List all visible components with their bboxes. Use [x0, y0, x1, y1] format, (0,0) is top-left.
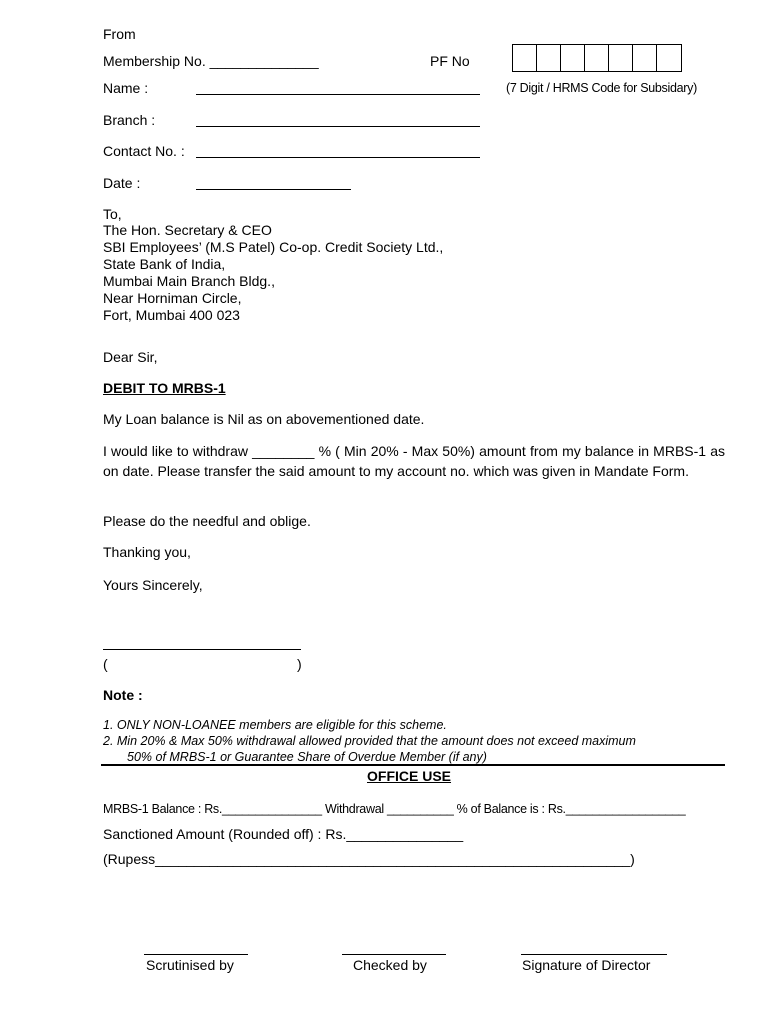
name-label: Name :: [103, 80, 149, 96]
note-item: 2. Min 20% & Max 50% withdrawal allowed provided that the amount does not exceed maximum: [103, 734, 636, 748]
note-title: Note :: [103, 687, 143, 703]
paragraph-oblige: Please do the needful and oblige.: [103, 513, 311, 529]
branch-label: Branch :: [103, 112, 156, 128]
pf-digit-box[interactable]: [657, 45, 681, 71]
name-field[interactable]: [196, 94, 480, 95]
branch-field[interactable]: [196, 126, 480, 127]
paragraph-loan-balance: My Loan balance is Nil as on abovementioned date.: [103, 411, 425, 427]
contact-label: Contact No. :: [103, 143, 185, 159]
director-signature-label: Signature of Director: [522, 957, 651, 973]
pf-digit-box[interactable]: [633, 45, 657, 71]
subject-heading: DEBIT TO MRBS-1: [103, 380, 226, 396]
pf-no-boxes[interactable]: [512, 44, 682, 72]
checked-signature-line[interactable]: [342, 954, 446, 955]
date-field[interactable]: [196, 189, 351, 190]
paragraph-withdraw-request: I would like to withdraw ________ % ( Min 20% - Max 50%) amount from my balance in MRBS-1 as on date. Please transfer the said amount to my account no. which was given in Mandate Form.: [103, 443, 725, 479]
checked-by-label: Checked by: [353, 957, 427, 973]
rupees-words-field[interactable]: (Rupess_____________________________________________________________): [103, 851, 635, 867]
address-line: State Bank of India,: [103, 256, 226, 272]
closing-text: Yours Sincerely,: [103, 577, 203, 593]
sanctioned-amount-field[interactable]: Sanctioned Amount (Rounded off) : Rs._______________: [103, 826, 464, 842]
note-item: 1. ONLY NON-LOANEE members are eligible for this scheme.: [103, 718, 447, 732]
mrbs-balance-line[interactable]: MRBS-1 Balance : Rs._______________ Withdrawal __________ % of Balance is : Rs.__________________: [103, 802, 686, 816]
pf-digit-box[interactable]: [585, 45, 609, 71]
address-line: Near Horniman Circle,: [103, 290, 242, 306]
scrutinised-by-label: Scrutinised by: [146, 957, 234, 973]
membership-no-field[interactable]: Membership No. ______________: [103, 53, 319, 69]
office-divider: [101, 764, 725, 766]
address-line: The Hon. Secretary & CEO: [103, 222, 272, 238]
address-block: [103, 222, 443, 324]
address-line: Mumbai Main Branch Bldg.,: [103, 273, 275, 289]
office-use-title: OFFICE USE: [367, 768, 452, 784]
from-label: From: [103, 26, 136, 42]
thanking-text: Thanking you,: [103, 544, 191, 560]
date-label: Date :: [103, 175, 141, 191]
pf-no-label: PF No: [430, 53, 470, 69]
contact-field[interactable]: [196, 157, 480, 158]
director-signature-line[interactable]: [521, 954, 667, 955]
signature-name-close: ): [297, 656, 302, 672]
address-line: SBI Employees’ (M.S Patel) Co-op. Credit Society Ltd.,: [103, 239, 444, 255]
member-signature-line[interactable]: [103, 649, 301, 650]
pf-digit-box[interactable]: [513, 45, 537, 71]
to-label: To,: [103, 206, 122, 222]
pf-digit-box[interactable]: [609, 45, 633, 71]
pf-digit-box[interactable]: [561, 45, 585, 71]
pf-digit-box[interactable]: [537, 45, 561, 71]
scrutinised-signature-line[interactable]: [144, 954, 248, 955]
note-item-continuation: 50% of MRBS-1 or Guarantee Share of Overdue Member (if any): [127, 750, 487, 764]
pf-hint: (7 Digit / HRMS Code for Subsidary): [506, 81, 697, 95]
salutation: Dear Sir,: [103, 349, 158, 365]
signature-name-open: (: [103, 656, 108, 672]
address-line: Fort, Mumbai 400 023: [103, 307, 240, 323]
